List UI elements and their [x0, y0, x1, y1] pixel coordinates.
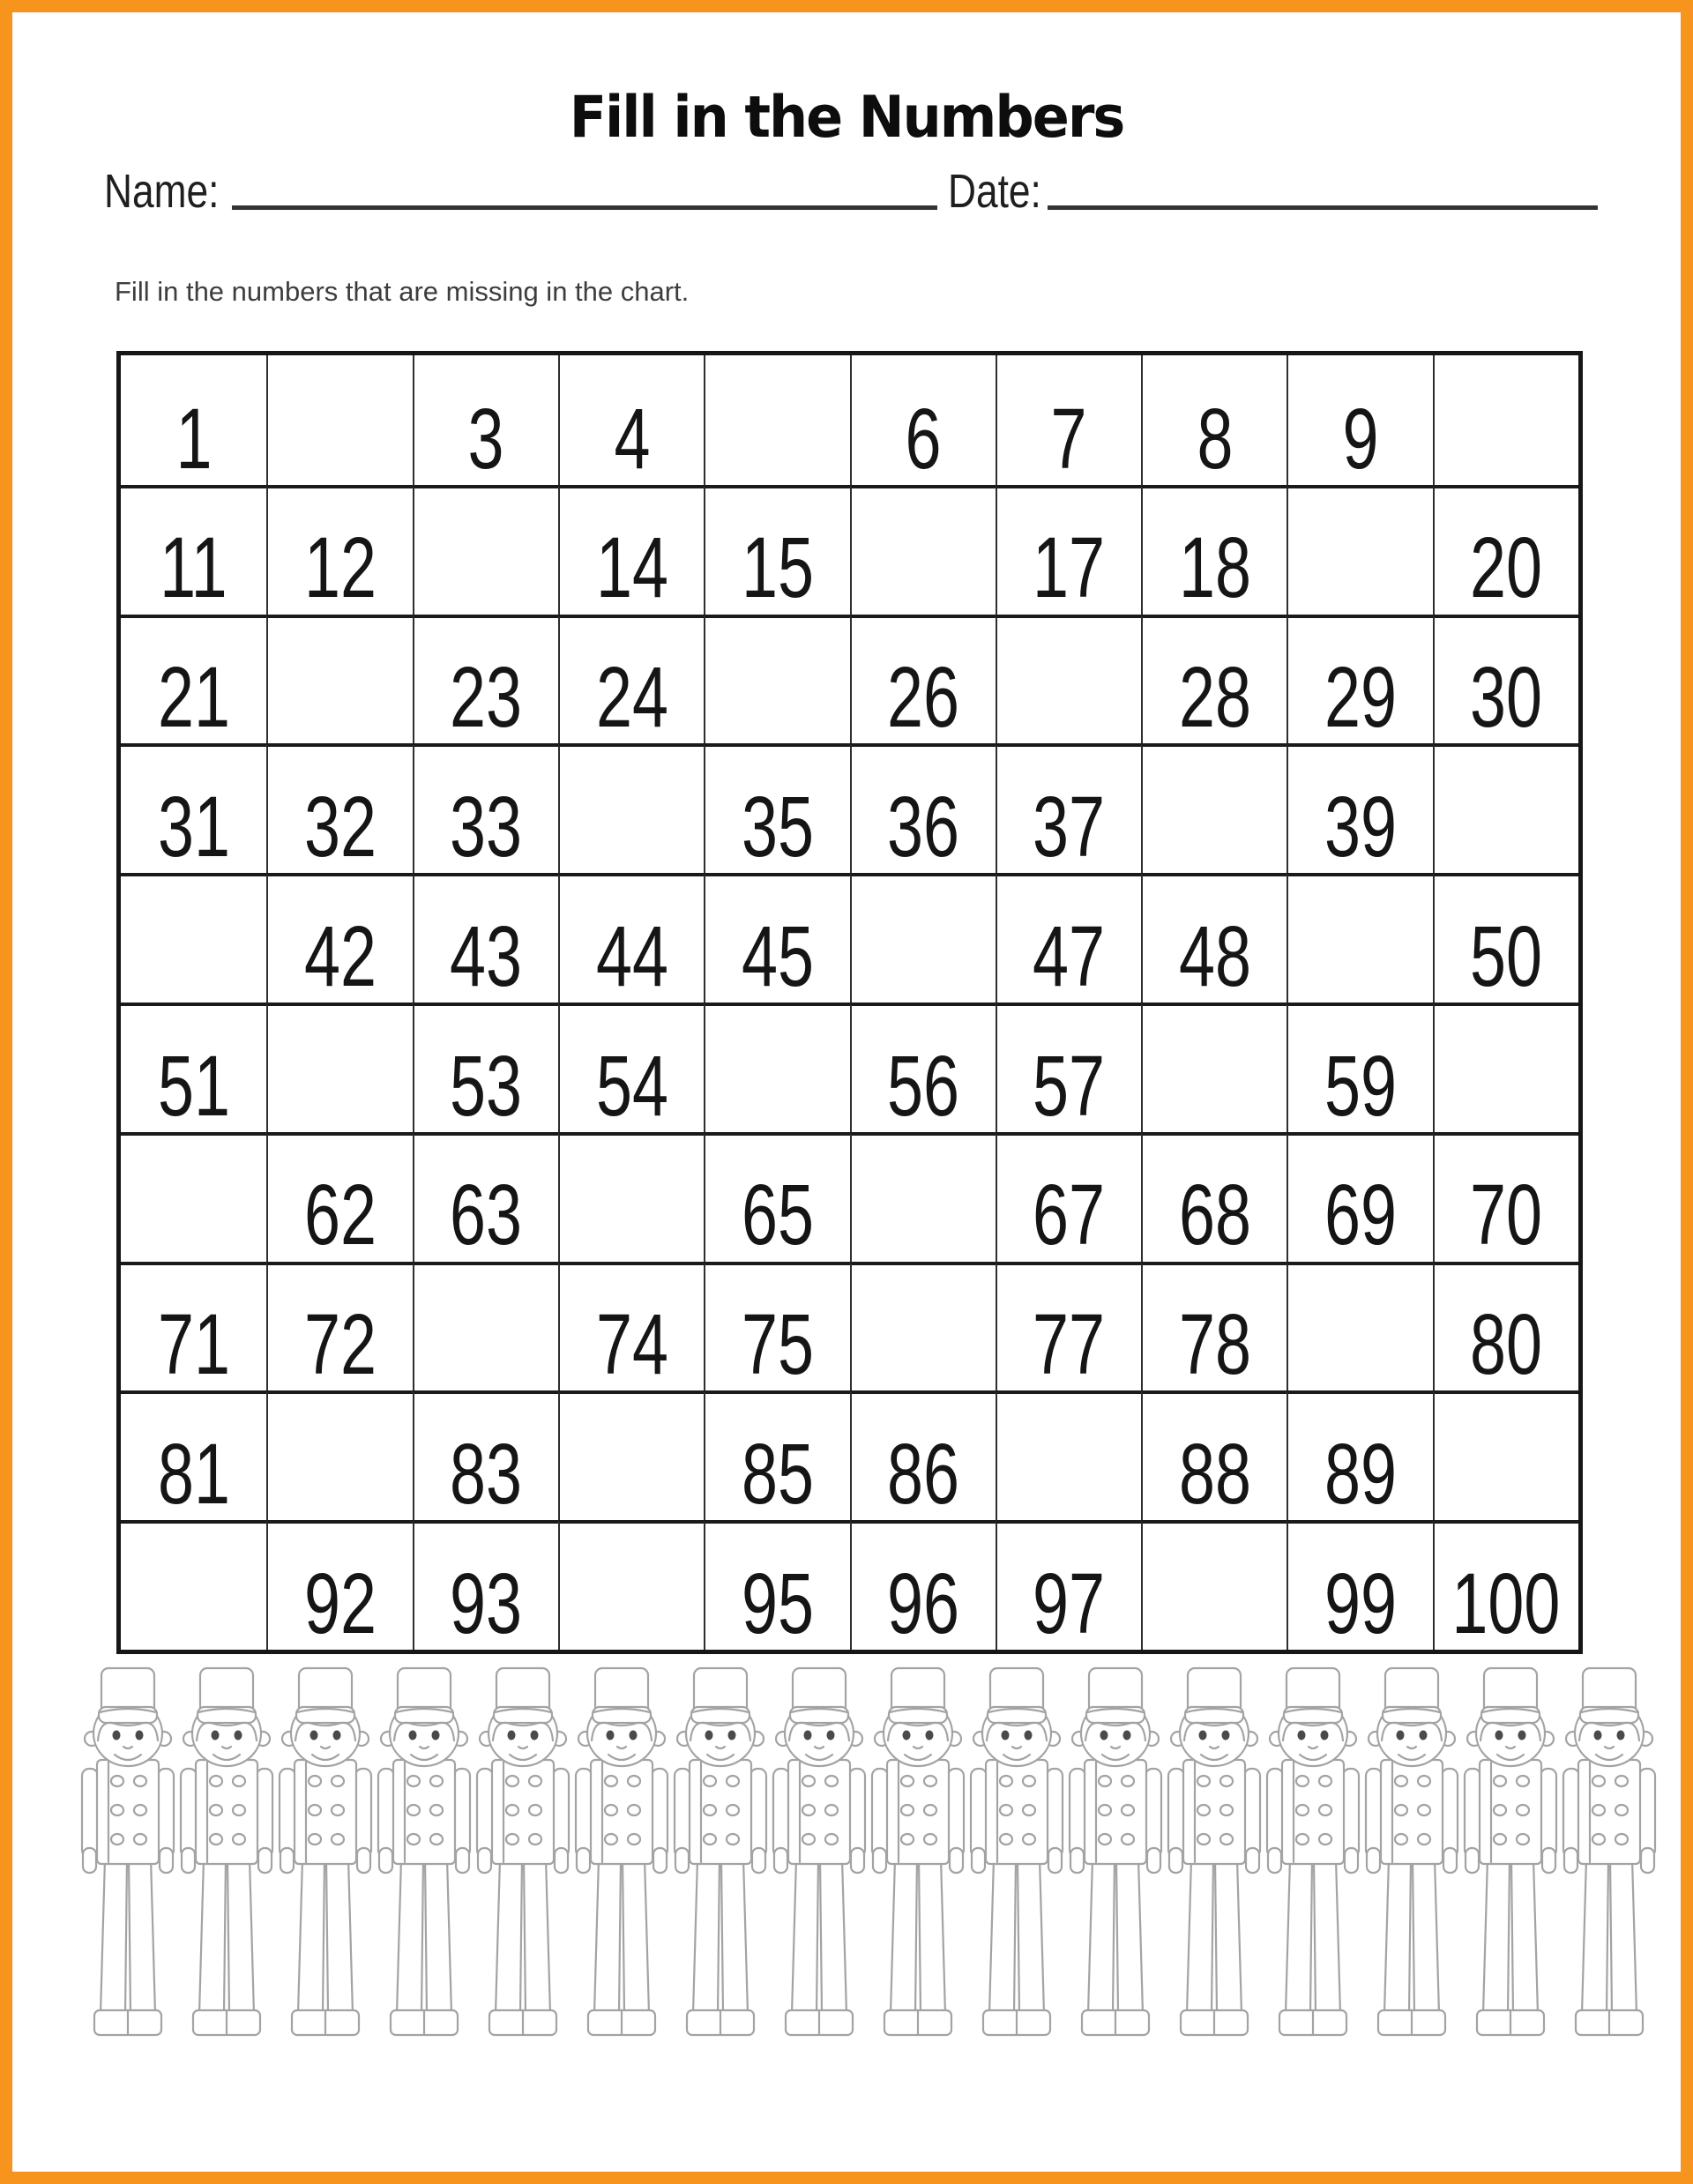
- grid-cell-r9c4[interactable]: [558, 1390, 704, 1520]
- grid-cell-r3c1: [121, 615, 266, 744]
- grid-number: 24: [595, 649, 668, 744]
- grid-number: 4: [614, 390, 651, 485]
- number-grid: [116, 351, 1583, 1654]
- grid-cell-r7c4[interactable]: [558, 1132, 704, 1262]
- soldier-row: [62, 1666, 1675, 2058]
- page-title: Fill in the Numbers: [569, 82, 1124, 151]
- grid-cell-r9c10[interactable]: [1433, 1390, 1578, 1520]
- grid-number: 44: [595, 907, 668, 1003]
- grid-number: 29: [1324, 649, 1398, 744]
- grid-number: 11: [160, 519, 227, 615]
- grid-number: 80: [1470, 1296, 1543, 1391]
- grid-cell-r9c2[interactable]: [266, 1390, 412, 1520]
- grid-number: 47: [1033, 907, 1106, 1003]
- grid-cell-r4c6: [850, 743, 996, 873]
- grid-cell-r8c1: [121, 1262, 266, 1391]
- grid-cell-r3c6: [850, 615, 996, 744]
- grid-cell-r2c2: [266, 485, 412, 615]
- grid-number: 63: [450, 1167, 523, 1262]
- grid-number: 28: [1178, 649, 1251, 744]
- grid-number: 81: [157, 1425, 230, 1521]
- grid-cell-r1c6: [850, 355, 996, 485]
- grid-cell-r1c8: [1141, 355, 1287, 485]
- grid-cell-r5c4: [558, 873, 704, 1003]
- grid-number: 74: [595, 1296, 668, 1391]
- grid-cell-r7c8: [1141, 1132, 1287, 1262]
- grid-cell-r8c10: [1433, 1262, 1578, 1391]
- grid-number: 43: [450, 907, 523, 1003]
- grid-number: 51: [157, 1037, 230, 1132]
- grid-cell-r2c8: [1141, 485, 1287, 615]
- grid-cell-r10c10: [1433, 1520, 1578, 1650]
- grid-number: 50: [1470, 907, 1543, 1003]
- grid-number: 68: [1178, 1167, 1251, 1262]
- grid-cell-r8c5: [704, 1262, 849, 1391]
- instruction-text: Fill in the numbers that are missing in the chart.: [115, 276, 690, 307]
- grid-cell-r10c2: [266, 1520, 412, 1650]
- grid-number: 72: [303, 1296, 377, 1391]
- grid-cell-r6c5[interactable]: [704, 1003, 849, 1132]
- grid-number: 8: [1197, 390, 1234, 485]
- grid-number: 69: [1324, 1167, 1398, 1262]
- grid-cell-r3c5[interactable]: [704, 615, 849, 744]
- name-label: Name:: [104, 165, 220, 218]
- grid-cell-r10c9: [1287, 1520, 1432, 1650]
- grid-cell-r3c4: [558, 615, 704, 744]
- grid-number: 3: [467, 390, 504, 485]
- grid-cell-r4c5: [704, 743, 849, 873]
- grid-number: 70: [1470, 1167, 1543, 1262]
- grid-cell-r8c4: [558, 1262, 704, 1391]
- grid-cell-r3c2[interactable]: [266, 615, 412, 744]
- grid-cell-r10c1[interactable]: [121, 1520, 266, 1650]
- grid-number: 36: [887, 778, 960, 874]
- grid-cell-r5c5: [704, 873, 849, 1003]
- grid-cell-r10c3: [413, 1520, 558, 1650]
- grid-number: 32: [303, 778, 377, 874]
- grid-cell-r2c9[interactable]: [1287, 485, 1432, 615]
- grid-cell-r1c4: [558, 355, 704, 485]
- grid-cell-r1c10[interactable]: [1433, 355, 1578, 485]
- grid-cell-r5c7: [996, 873, 1141, 1003]
- grid-number: 96: [887, 1554, 960, 1650]
- grid-cell-r6c10[interactable]: [1433, 1003, 1578, 1132]
- grid-number: 21: [157, 649, 230, 744]
- grid-cell-r6c8[interactable]: [1141, 1003, 1287, 1132]
- grid-cell-r1c2[interactable]: [266, 355, 412, 485]
- date-input-line[interactable]: [1048, 197, 1598, 210]
- grid-cell-r7c3: [413, 1132, 558, 1262]
- grid-number: 6: [905, 390, 942, 485]
- grid-number: 54: [595, 1037, 668, 1132]
- grid-cell-r8c8: [1141, 1262, 1287, 1391]
- grid-cell-r5c8: [1141, 873, 1287, 1003]
- grid-cell-r6c4: [558, 1003, 704, 1132]
- grid-cell-r4c10[interactable]: [1433, 743, 1578, 873]
- grid-cell-r1c3: [413, 355, 558, 485]
- grid-number: 97: [1033, 1554, 1106, 1650]
- grid-cell-r7c5: [704, 1132, 849, 1262]
- grid-cell-r7c6[interactable]: [850, 1132, 996, 1262]
- grid-cell-r6c9: [1287, 1003, 1432, 1132]
- grid-number: 71: [157, 1296, 230, 1391]
- grid-cell-r1c7: [996, 355, 1141, 485]
- grid-number: 67: [1033, 1167, 1106, 1262]
- grid-cell-r5c6[interactable]: [850, 873, 996, 1003]
- grid-number: 35: [741, 778, 814, 874]
- grid-cell-r4c1: [121, 743, 266, 873]
- grid-cell-r2c10: [1433, 485, 1578, 615]
- grid-cell-r10c8[interactable]: [1141, 1520, 1287, 1650]
- grid-cell-r9c7[interactable]: [996, 1390, 1141, 1520]
- toy-soldier-icon: [62, 1666, 194, 2054]
- grid-cell-r9c5: [704, 1390, 849, 1520]
- grid-number: 20: [1470, 519, 1543, 615]
- grid-number: 7: [1050, 390, 1087, 485]
- grid-number: 100: [1451, 1554, 1561, 1650]
- grid-number: 48: [1178, 907, 1251, 1003]
- grid-cell-r6c6: [850, 1003, 996, 1132]
- grid-cell-r2c7: [996, 485, 1141, 615]
- grid-number: 65: [741, 1167, 814, 1262]
- grid-number: 30: [1470, 649, 1543, 744]
- grid-cell-r1c5[interactable]: [704, 355, 849, 485]
- grid-cell-r4c2: [266, 743, 412, 873]
- grid-cell-r7c9: [1287, 1132, 1432, 1262]
- grid-cell-r4c8[interactable]: [1141, 743, 1287, 873]
- grid-cell-r4c7: [996, 743, 1141, 873]
- grid-number: 86: [887, 1425, 960, 1521]
- grid-number: 83: [450, 1425, 523, 1521]
- grid-cell-r4c4[interactable]: [558, 743, 704, 873]
- grid-cell-r1c1: [121, 355, 266, 485]
- grid-cell-r3c10: [1433, 615, 1578, 744]
- grid-cell-r7c7: [996, 1132, 1141, 1262]
- grid-cell-r9c8: [1141, 1390, 1287, 1520]
- grid-number: 31: [157, 778, 230, 874]
- date-label: Date:: [948, 165, 1041, 218]
- grid-cell-r5c9[interactable]: [1287, 873, 1432, 1003]
- grid-cell-r6c7: [996, 1003, 1141, 1132]
- grid-cell-r5c2: [266, 873, 412, 1003]
- grid-cell-r7c10: [1433, 1132, 1578, 1262]
- grid-number: 56: [887, 1037, 960, 1132]
- grid-number: 88: [1178, 1425, 1251, 1521]
- grid-number: 1: [175, 390, 213, 485]
- grid-cell-r8c3[interactable]: [413, 1262, 558, 1391]
- grid-cell-r2c5: [704, 485, 849, 615]
- grid-cell-r9c6: [850, 1390, 996, 1520]
- grid-number: 75: [741, 1296, 814, 1391]
- grid-number: 57: [1033, 1037, 1106, 1132]
- grid-cell-r9c3: [413, 1390, 558, 1520]
- grid-number: 37: [1033, 778, 1106, 874]
- grid-number: 42: [303, 907, 377, 1003]
- grid-cell-r5c10: [1433, 873, 1578, 1003]
- grid-number: 92: [303, 1554, 377, 1650]
- grid-cell-r10c4[interactable]: [558, 1520, 704, 1650]
- grid-number: 62: [303, 1167, 377, 1262]
- grid-cell-r10c6: [850, 1520, 996, 1650]
- grid-cell-r4c3: [413, 743, 558, 873]
- grid-cell-r1c9: [1287, 355, 1432, 485]
- grid-number: 45: [741, 907, 814, 1003]
- name-input-line[interactable]: [232, 197, 937, 210]
- grid-number: 59: [1324, 1037, 1398, 1132]
- grid-number: 85: [741, 1425, 814, 1521]
- grid-number: 93: [450, 1554, 523, 1650]
- grid-number: 78: [1178, 1296, 1251, 1391]
- grid-number: 39: [1324, 778, 1398, 874]
- grid-cell-r5c3: [413, 873, 558, 1003]
- grid-cell-r9c9: [1287, 1390, 1432, 1520]
- grid-cell-r2c4: [558, 485, 704, 615]
- grid-number: 18: [1178, 519, 1251, 615]
- grid-number: 17: [1033, 519, 1106, 615]
- grid-number: 99: [1324, 1554, 1398, 1650]
- grid-cell-r4c9: [1287, 743, 1432, 873]
- grid-cell-r3c8: [1141, 615, 1287, 744]
- grid-cell-r3c9: [1287, 615, 1432, 744]
- grid-number: 89: [1324, 1425, 1398, 1521]
- grid-cell-r3c7[interactable]: [996, 615, 1141, 744]
- grid-cell-r10c5: [704, 1520, 849, 1650]
- grid-cell-r5c1[interactable]: [121, 873, 266, 1003]
- grid-cell-r2c1: [121, 485, 266, 615]
- grid-cell-r8c9[interactable]: [1287, 1262, 1432, 1391]
- grid-cell-r7c1[interactable]: [121, 1132, 266, 1262]
- grid-cell-r2c3[interactable]: [413, 485, 558, 615]
- grid-number: 53: [450, 1037, 523, 1132]
- grid-cell-r2c6[interactable]: [850, 485, 996, 615]
- grid-cell-r8c2: [266, 1262, 412, 1391]
- grid-cell-r6c2[interactable]: [266, 1003, 412, 1132]
- grid-number: 26: [887, 649, 960, 744]
- grid-cell-r9c1: [121, 1390, 266, 1520]
- grid-number: 12: [303, 519, 377, 615]
- grid-number: 9: [1342, 390, 1379, 485]
- grid-cell-r10c7: [996, 1520, 1141, 1650]
- grid-number: 15: [741, 519, 814, 615]
- grid-cell-r3c3: [413, 615, 558, 744]
- grid-cell-r6c1: [121, 1003, 266, 1132]
- grid-cell-r8c6[interactable]: [850, 1262, 996, 1391]
- grid-number: 33: [450, 778, 523, 874]
- grid-cell-r6c3: [413, 1003, 558, 1132]
- grid-number: 77: [1033, 1296, 1106, 1391]
- grid-number: 23: [450, 649, 523, 744]
- grid-number: 95: [741, 1554, 814, 1650]
- name-date-row: [104, 152, 1603, 218]
- grid-cell-r7c2: [266, 1132, 412, 1262]
- grid-cell-r8c7: [996, 1262, 1141, 1391]
- grid-number: 14: [595, 519, 668, 615]
